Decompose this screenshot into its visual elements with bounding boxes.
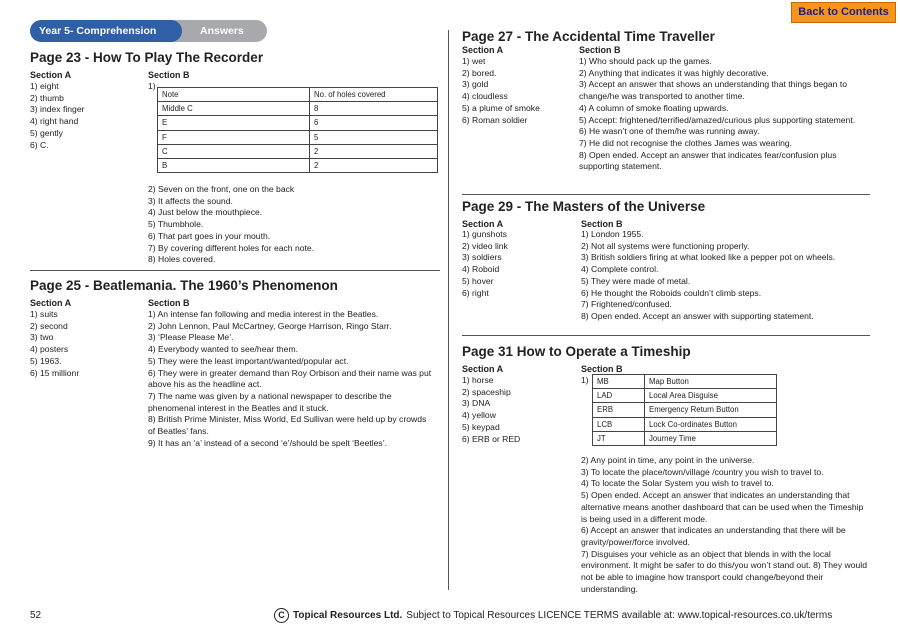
list-item: 5) hover [462, 275, 494, 286]
list-item: 5) a plume of smoke [462, 102, 540, 113]
list-item: 6) 15 millionr [30, 367, 80, 378]
table-row [158, 144, 438, 158]
list-item: 6) right [462, 287, 489, 298]
p23-section-a-list [30, 81, 84, 151]
table-row [593, 431, 777, 445]
table-row [158, 102, 438, 116]
table-row [158, 116, 438, 130]
list-item: 1) horse [462, 375, 494, 385]
list-item: 1) Who should pack up the games. [579, 56, 712, 66]
list-item: 2) thumb [30, 92, 64, 103]
back-to-contents-button[interactable]: Back to Contents [791, 2, 896, 23]
table-cell: B [158, 158, 310, 172]
list-item: 1) London 1955. [581, 229, 644, 239]
page-number: 52 [30, 610, 42, 621]
table-cell: 8 [310, 102, 438, 116]
table-cell: 2 [310, 144, 438, 158]
list-item: 4) Just below the mouthpiece. [148, 207, 263, 218]
list-item: 3) It affects the sound. [148, 195, 233, 206]
list-item: 6) C. [30, 139, 49, 150]
tab-comprehension[interactable]: Year 5- Comprehension [30, 20, 182, 42]
p29-title: Page 29 - The Masters of the Universe [462, 199, 706, 214]
list-item: 2) bored. [462, 67, 497, 78]
list-item: 7) Disguises your vehicle as an object that blends in with the local environment. It might be safer to do this/you won’t stand out. 8) They would not be able to imagine how transport could change/beyond their understanding. [581, 548, 867, 594]
p31-abbreviations-table [592, 374, 777, 446]
table-row [593, 389, 777, 403]
list-item: 5) Accept: frightened/terrified/amazed/curious plus supporting statement. [579, 114, 856, 125]
header-tab-bar [30, 20, 267, 42]
list-item: 6) He thought the Roboids couldn’t climb steps. [581, 287, 762, 298]
p23-section-a-label: Section A [30, 70, 72, 80]
copyright-icon: C [274, 608, 289, 623]
list-item: 4) Complete control. [581, 264, 659, 275]
table-cell: MB [593, 375, 645, 389]
list-item: 4) Everybody wanted to see/hear them. [148, 344, 298, 355]
table-cell: 6 [310, 116, 438, 130]
p29-section-a-label: Section A [462, 219, 504, 229]
table-cell: C [158, 144, 310, 158]
list-item: 3) two [30, 332, 54, 343]
list-item: 6) ERB or RED [462, 433, 521, 444]
table-cell: LCB [593, 417, 645, 431]
divider [462, 194, 870, 195]
p25-section-a-label: Section A [30, 298, 72, 308]
list-item: 3) Accept an answer that shows an understanding that things began to change/he was transported to another time. [579, 79, 848, 102]
list-item: 8) British Prime Minister, Miss World, Ed Sullivan were held up by crowds of Beatles’ fans. [148, 414, 427, 437]
list-item: 2) spaceship [462, 386, 511, 397]
p23-table-number: 1) [148, 81, 156, 91]
license-text: Subject to Topical Resources LICENCE TERMS available at: www.topical-resources.co.uk/terms [406, 610, 833, 622]
list-item: 3) DNA [462, 398, 491, 409]
table-row [158, 88, 438, 102]
list-item: 5) They were made of metal. [581, 275, 691, 286]
list-item: 4) posters [30, 344, 69, 355]
list-item: 8) Open ended. Accept an answer that indicates fear/confusion plus supporting statement. [579, 149, 837, 172]
p27-section-a-label: Section A [462, 45, 504, 55]
table-cell: F [158, 130, 310, 144]
list-item: 5) gently [30, 127, 63, 138]
list-item: 3) gold [462, 79, 489, 90]
list-item: 7) Frightened/confused. [581, 299, 672, 310]
list-item: 4) yellow [462, 410, 496, 421]
table-cell: ERB [593, 403, 645, 417]
list-item: 2) second [30, 320, 68, 331]
p23-title: Page 23 - How To Play The Recorder [30, 50, 264, 65]
list-item: 4) right hand [30, 116, 79, 127]
table-cell: Local Area Disguise [645, 389, 777, 403]
p31-section-b-list [581, 455, 869, 595]
table-row [158, 158, 438, 172]
table-row [593, 375, 777, 389]
list-item: 9) It has an ‘a’ instead of a second ‘e’/should be spelt ‘Beetles’. [148, 437, 388, 448]
table-cell: Journey Time [645, 431, 777, 445]
table-cell: Note [158, 88, 310, 102]
list-item: 3) soldiers [462, 252, 502, 263]
list-item: 2) John Lennon, Paul McCartney, George Harrison, Ringo Starr. [148, 320, 392, 331]
p23-section-b-label: Section B [148, 70, 190, 80]
p31-section-a-label: Section A [462, 364, 504, 374]
divider [462, 335, 870, 336]
list-item: 1) An intense fan following and media interest in the Beatles. [148, 309, 379, 319]
table-cell: Emergency Return Button [645, 403, 777, 417]
list-item: 2) Anything that indicates it was highly decorative. [579, 67, 769, 78]
list-item: 6) He wasn’t one of them/he was running away. [579, 126, 760, 137]
list-item: 6) That part goes in your mouth. [148, 230, 271, 241]
p27-section-a-list [462, 56, 540, 126]
list-item: 6) They were in greater demand than Roy Orbison and their name was put above his as the headline act. [148, 367, 432, 390]
table-cell: No. of holes covered [310, 88, 438, 102]
list-item: 2) Any point in time, any point in the universe. [581, 455, 755, 465]
list-item: 1) wet [462, 56, 486, 66]
p31-table-number: 1) [581, 375, 589, 385]
p25-section-a-list [30, 309, 79, 379]
list-item: 5) Thumbhole. [148, 219, 204, 230]
p27-section-b-list [579, 56, 871, 173]
p25-section-b-list [148, 309, 433, 449]
table-row [158, 130, 438, 144]
list-item: 5) Open ended. Accept an answer that indicates an understanding that alternative means another dashboard that can be used when the Timeship is being used in a different mode. [581, 490, 864, 524]
p27-title: Page 27 - The Accidental Time Traveller [462, 29, 715, 44]
list-item: 2) Seven on the front, one on the back [148, 184, 295, 194]
list-item: 3) British soldiers firing at what looked like a pepper pot on wheels. [581, 252, 836, 263]
list-item: 3) To locate the place/town/village /country you wish to travel to. [581, 466, 824, 477]
list-item: 2) video link [462, 240, 508, 251]
p23-section-b-list [148, 184, 314, 266]
list-item: 4) A column of smoke floating upwards. [579, 102, 729, 113]
list-item: 5) keypad [462, 421, 500, 432]
list-item: 3) ‘Please Please Me’. [148, 332, 234, 343]
table-cell: Middle C [158, 102, 310, 116]
p23-notes-table [157, 87, 438, 173]
p31-section-a-list [462, 375, 520, 445]
list-item: 2) Not all systems were functioning properly. [581, 240, 750, 251]
list-item: 8) Holes covered. [148, 254, 216, 265]
list-item: 6) Roman soldier [462, 114, 528, 125]
p29-section-b-label: Section B [581, 219, 623, 229]
list-item: 8) Open ended. Accept an answer with supporting statement. [581, 310, 814, 321]
table-row [593, 403, 777, 417]
list-item: 5) They were the least important/wanted/popular act. [148, 355, 349, 366]
p31-section-b-label: Section B [581, 364, 623, 374]
list-item: 4) Roboid [462, 264, 500, 275]
table-cell: 5 [310, 130, 438, 144]
p29-section-b-list [581, 229, 835, 323]
list-item: 5) 1963. [30, 355, 62, 366]
table-row [593, 417, 777, 431]
p25-title: Page 25 - Beatlemania. The 1960’s Phenomenon [30, 278, 338, 293]
table-cell: JT [593, 431, 645, 445]
list-item: 7) The name was given by a national newspaper to describe the phenomenal interest in the Beatles and it stuck. [148, 390, 392, 413]
divider [30, 270, 440, 271]
list-item: 3) index finger [30, 104, 85, 115]
table-cell: Lock Co-ordinates Button [645, 417, 777, 431]
table-cell: E [158, 116, 310, 130]
p27-section-b-label: Section B [579, 45, 621, 55]
table-cell: Map Button [645, 375, 777, 389]
list-item: 7) He did not recognise the clothes James was wearing. [579, 137, 793, 148]
list-item: 4) cloudless [462, 91, 508, 102]
footer-license [274, 608, 832, 623]
company-name: Topical Resources Ltd. [293, 610, 403, 622]
p25-section-b-label: Section B [148, 298, 190, 308]
list-item: 4) To locate the Solar System you wish to travel to. [581, 478, 774, 489]
column-divider [448, 30, 449, 590]
list-item: 1) suits [30, 309, 58, 319]
table-cell: 2 [310, 158, 438, 172]
table-cell: LAD [593, 389, 645, 403]
p29-section-a-list [462, 229, 508, 299]
list-item: 7) By covering different holes for each note. [148, 242, 315, 253]
list-item: 6) Accept an answer that indicates an understanding that there will be gravity/power/force involved. [581, 525, 846, 547]
list-item: 1) gunshots [462, 229, 507, 239]
tab-answers[interactable]: Answers [200, 25, 244, 37]
list-item: 1) eight [30, 81, 59, 91]
p31-title: Page 31 How to Operate a Timeship [462, 344, 691, 359]
